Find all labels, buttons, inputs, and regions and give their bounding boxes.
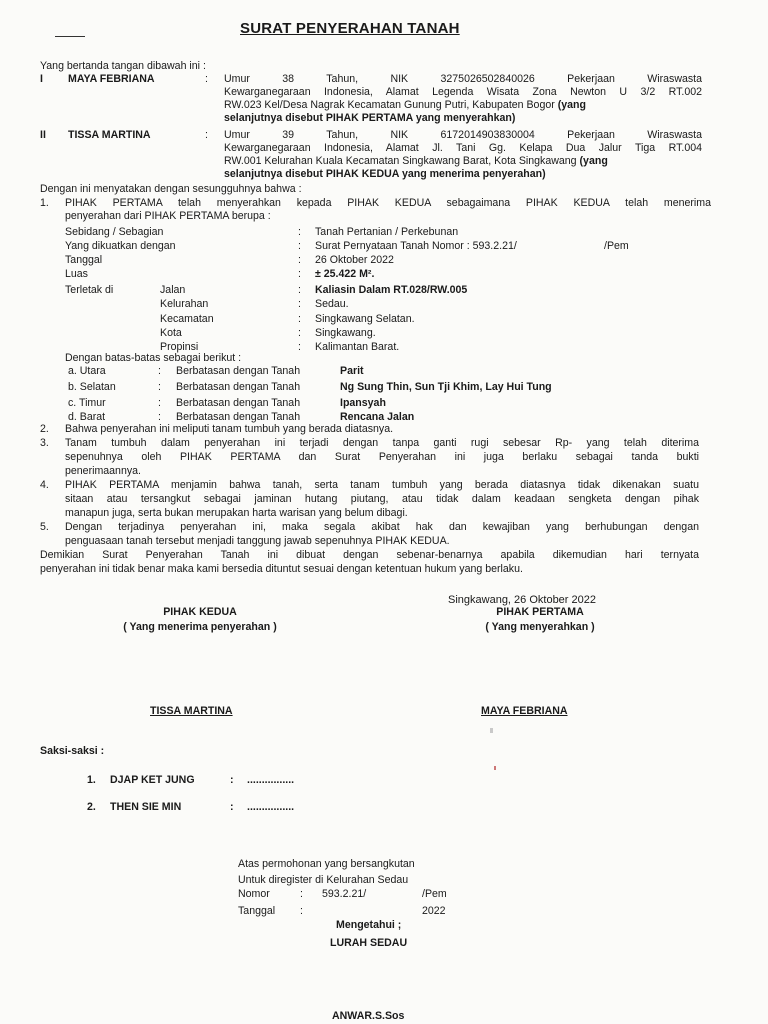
party1-line3	[224, 99, 702, 111]
item3-line3: penerimaannya.	[65, 465, 141, 477]
witnesses-label: Saksi-saksi :	[40, 745, 105, 757]
detail-value-propinsi: Kalimantan Barat.	[315, 341, 400, 353]
header-dash	[55, 36, 85, 37]
party2-colon: :	[205, 129, 208, 141]
witness-colon: :	[230, 801, 234, 813]
closing-line1: Demikian Surat Penyerahan Tanah ini dibuat dengan sebenar-benarnya apabila dikemudian hari ternyata	[40, 549, 699, 561]
faint-mark	[494, 766, 496, 770]
party2-number: II	[40, 129, 46, 141]
document-title: SURAT PENYERAHAN TANAH	[240, 20, 460, 37]
detail-colon: :	[298, 284, 301, 296]
detail-colon: :	[298, 313, 301, 325]
detail-colon: :	[298, 341, 301, 353]
closing-line2: penyerahan ini tidak benar maka kami bersedia dituntut sesuai dengan ketentuan hukum yang berlaku.	[40, 563, 523, 575]
party1-line1: Umur 38 Tahun, NIK 3275026502840026 Pekerjaan Wiraswasta	[224, 73, 702, 85]
border-colon: :	[158, 397, 161, 409]
border-owner: Parit	[340, 365, 364, 377]
party2-line2: Kewarganegaraan Indonesia, Alamat Jl. Tani Gg. Kelapa Dua Jalur Tiga RT.004	[224, 142, 702, 154]
witness-signature-line: ................	[247, 801, 295, 813]
register-mengetahui: Mengetahui ;	[336, 919, 402, 931]
border-colon: :	[158, 411, 161, 423]
party1-line4: selanjutnya disebut PIHAK PERTAMA yang menyerahkan)	[224, 112, 516, 124]
register-nomor-suffix: /Pem	[422, 888, 447, 900]
detail-colon: :	[298, 298, 301, 310]
item5-number: 5.	[40, 521, 49, 533]
party2-line3	[224, 155, 702, 167]
pihak-kedua-role: PIHAK KEDUA	[163, 606, 237, 618]
witness-signature-line: ................	[247, 774, 295, 786]
item4-number: 4.	[40, 479, 49, 491]
party1-colon: :	[205, 73, 208, 85]
detail-value-kecamatan: Singkawang Selatan.	[315, 313, 415, 325]
party2-line1: Umur 39 Tahun, NIK 6172014903830004 Pekerjaan Wiraswasta	[224, 129, 702, 141]
border-direction: b. Selatan	[68, 381, 116, 393]
detail-sub-kecamatan: Kecamatan	[160, 313, 214, 325]
signatory-left-name: TISSA MARTINA	[150, 705, 233, 717]
register-line2: Untuk diregister di Kelurahan Sedau	[238, 874, 409, 886]
faint-mark	[490, 728, 493, 733]
borders-intro: Dengan batas-batas sebagai berikut :	[65, 352, 242, 364]
intro-text: Yang bertanda tangan dibawah ini :	[40, 60, 206, 72]
border-direction: d. Barat	[68, 411, 106, 423]
detail-sub-jalan: Jalan	[160, 284, 186, 296]
place-date: Singkawang, 26 Oktober 2022	[448, 594, 596, 606]
detail-label-dikuatkan: Yang dikuatkan dengan	[65, 240, 176, 252]
detail-sub-kota: Kota	[160, 327, 182, 339]
detail-colon: :	[298, 240, 301, 252]
border-text: Berbatasan dengan Tanah	[176, 365, 301, 377]
border-text: Berbatasan dengan Tanah	[176, 397, 301, 409]
detail-label-terletak: Terletak di	[65, 284, 114, 296]
border-owner: Ipansyah	[340, 397, 386, 409]
witness-number: 1.	[87, 774, 96, 786]
border-text: Berbatasan dengan Tanah	[176, 411, 301, 423]
detail-value-kelurahan: Sedau.	[315, 298, 349, 310]
party2-line3-bold: (yang	[579, 155, 608, 167]
detail-sub-kelurahan: Kelurahan	[160, 298, 209, 310]
pihak-kedua-desc: ( Yang menerima penyerahan )	[123, 621, 277, 633]
detail-value-dikuatkan-suffix: /Pem	[604, 240, 629, 252]
witness-name: THEN SIE MIN	[110, 801, 182, 813]
register-nomor-colon: :	[300, 888, 303, 900]
pihak-pertama-role: PIHAK PERTAMA	[496, 606, 584, 618]
item1-number: 1.	[40, 197, 49, 209]
register-line1: Atas permohonan yang bersangkutan	[238, 858, 415, 870]
item2-number: 2.	[40, 423, 49, 435]
party1-number: I	[40, 73, 43, 85]
detail-value-luas: ± 25.422 M².	[315, 268, 375, 280]
register-tanggal-value: 2022	[422, 905, 446, 917]
signatory-right-name: MAYA FEBRIANA	[481, 705, 568, 717]
detail-colon: :	[298, 268, 301, 280]
item4-line3: manapun juga, serta bukan merupakan harta warisan yang belum dibagi.	[65, 507, 408, 519]
item4-line2: sitaan atau tersangkut sebagai jaminan hutang piutang, atau tidak dalam keadaan sengketa dengan pihak	[65, 493, 699, 505]
border-text: Berbatasan dengan Tanah	[176, 381, 301, 393]
border-direction: c. Timur	[68, 397, 106, 409]
item5-line1: Dengan terjadinya penyerahan ini, maka segala akibat hak dan kewajiban yang berhubungan dengan	[65, 521, 699, 533]
party1-line3-bold: (yang	[557, 99, 586, 111]
detail-value-dikuatkan: Surat Pernyataan Tanah Nomor : 593.2.21/	[315, 240, 517, 252]
border-owner: Ng Sung Thin, Sun Tji Khim, Lay Hui Tung	[340, 381, 552, 393]
witness-name: DJAP KET JUNG	[110, 774, 195, 786]
party1-line2: Kewarganegaraan Indonesia, Alamat Legenda Wisata Zona Newton U 3/2 RT.002	[224, 86, 702, 98]
register-nomor-value: 593.2.21/	[322, 888, 367, 900]
party1-name: MAYA FEBRIANA	[68, 73, 155, 85]
detail-colon: :	[298, 226, 301, 238]
witness-colon: :	[230, 774, 234, 786]
detail-label-tanggal: Tanggal	[65, 254, 103, 266]
party1-line3-text: RW.023 Kel/Desa Nagrak Kecamatan Gunung Putri, Kabupaten Bogor	[224, 99, 555, 111]
party2-line4: selanjutnya disebut PIHAK KEDUA yang menerima penyerahan)	[224, 168, 546, 180]
register-tanggal-colon: :	[300, 905, 303, 917]
item5-line2: penguasaan tanah tersebut menjadi tanggung jawab sepenuhnya PIHAK KEDUA.	[65, 535, 450, 547]
register-lurah: LURAH SEDAU	[330, 937, 408, 949]
detail-value-tanggal: 26 Oktober 2022	[315, 254, 394, 266]
party2-line3-text: RW.001 Kelurahan Kuala Kecamatan Singkawang Barat, Kota Singkawang	[224, 155, 577, 167]
detail-colon: :	[298, 327, 301, 339]
party2-name: TISSA MARTINA	[68, 129, 151, 141]
detail-label-sebidang: Sebidang / Sebagian	[65, 226, 164, 238]
detail-label-luas: Luas	[65, 268, 88, 280]
item3-line2: sepenuhnya oleh PIHAK PERTAMA dan Surat Penyerahan ini juga berlaku sebagai tanda bukti	[65, 451, 699, 463]
item3-line1: Tanam tumbuh dalam penyerahan ini terjadi dengan tanpa ganti rugi sebesar Rp- yang telah diterima	[65, 437, 699, 449]
item1-line2: penyerahan dari PIHAK PERTAMA berupa :	[65, 210, 271, 222]
detail-colon: :	[298, 254, 301, 266]
register-tanggal-label: Tanggal	[238, 905, 276, 917]
witness-number: 2.	[87, 801, 96, 813]
border-colon: :	[158, 365, 161, 377]
register-official-name: ANWAR.S.Sos	[332, 1010, 405, 1022]
border-owner: Rencana Jalan	[340, 411, 415, 423]
border-colon: :	[158, 381, 161, 393]
declaration-text: Dengan ini menyatakan dengan sesungguhnya bahwa :	[40, 183, 302, 195]
border-direction: a. Utara	[68, 365, 106, 377]
register-nomor-label: Nomor	[238, 888, 270, 900]
detail-value-jalan: Kaliasin Dalam RT.028/RW.005	[315, 284, 468, 296]
detail-value-sebidang: Tanah Pertanian / Perkebunan	[315, 226, 459, 238]
item4-line1: PIHAK PERTAMA menjamin bahwa tanah, serta tanam tumbuh yang berada diatasnya tidak dikenakan suatu	[65, 479, 699, 491]
detail-value-kota: Singkawang.	[315, 327, 376, 339]
item1-line1: PIHAK PERTAMA telah menyerahkan kepada PIHAK KEDUA sebagaimana PIHAK KEDUA telah menerima	[65, 197, 711, 209]
pihak-pertama-desc: ( Yang menyerahkan )	[485, 621, 595, 633]
detail-sub-propinsi: Propinsi	[160, 341, 199, 353]
item2-text: Bahwa penyerahan ini meliputi tanam tumbuh yang berada diatasnya.	[65, 423, 394, 435]
item3-number: 3.	[40, 437, 49, 449]
